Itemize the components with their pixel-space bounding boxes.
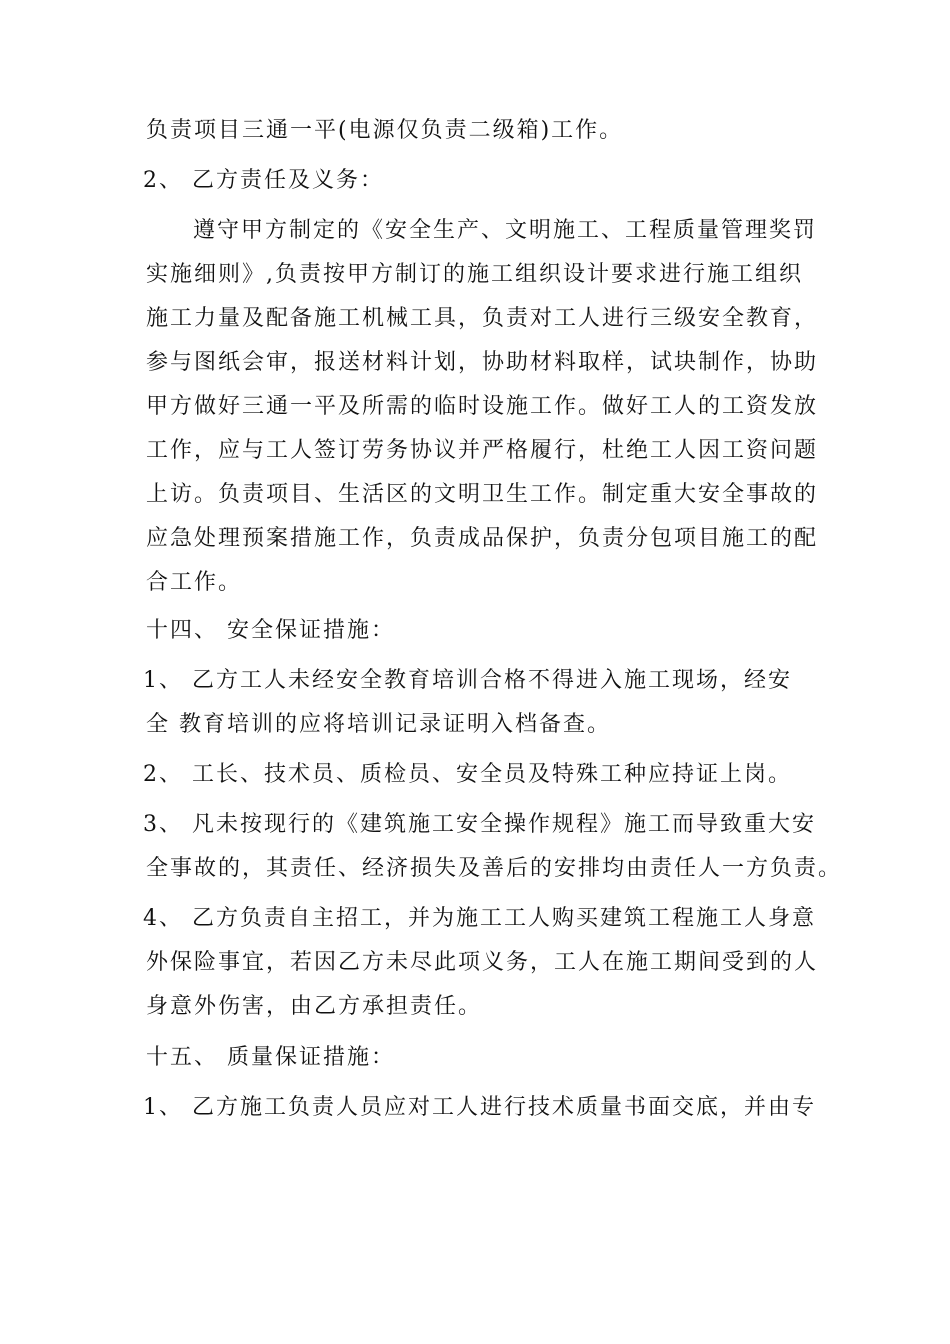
list-item: 4、 乙方负责自主招工，并为施工工人购买建筑工程施工人身意 [143, 906, 816, 931]
text-line: 参与图纸会审，报送材料计划，协助材料取样，试块制作，协助 [146, 350, 819, 375]
text-line: 遵守甲方制定的《安全生产、文明施工、工程质量管理奖罚 [193, 218, 818, 243]
text-line: 上访。负责项目、生活区的文明卫生工作。制定重大安全事故的 [146, 482, 819, 507]
section-heading: 2、 乙方责任及义务： [143, 168, 384, 193]
section-heading: 十五、 质量保证措施： [146, 1045, 395, 1070]
text-line: 合工作。 [146, 570, 243, 595]
text-line: 应急处理预案措施工作，负责成品保护，负责分包项目施工的配 [146, 526, 819, 551]
text-line: 工作，应与工人签订劳务协议并严格履行，杜绝工人因工资问题 [146, 438, 819, 463]
list-item: 1、 乙方施工负责人员应对工人进行技术质量书面交底，并由专 [143, 1095, 816, 1120]
list-item: 3、 凡未按现行的《建筑施工安全操作规程》施工而导致重大安 [143, 812, 816, 837]
list-item-continuation: 全 教育培训的应将培训记录证明入档备查。 [146, 712, 611, 737]
text-line: 负责项目三通一平(电源仅负责二级箱)工作。 [146, 118, 624, 143]
list-item: 1、 乙方工人未经安全教育培训合格不得进入施工现场，经安 [143, 668, 792, 693]
list-item-continuation: 外保险事宜，若因乙方未尽此项义务，工人在施工期间受到的人 [146, 950, 819, 975]
text-line: 实施细则》,负责按甲方制订的施工组织设计要求进行施工组织 [146, 262, 803, 287]
list-item: 2、 工长、技术员、质检员、安全员及特殊工种应持证上岗。 [143, 762, 792, 787]
list-item-continuation: 全事故的，其责任、经济损失及善后的安排均由责任人一方负责。 [146, 856, 843, 881]
section-heading: 十四、 安全保证措施： [146, 618, 395, 643]
text-line: 甲方做好三通一平及所需的临时设施工作。做好工人的工资发放 [146, 394, 819, 419]
list-item-continuation: 身意外伤害，由乙方承担责任。 [146, 994, 483, 1019]
text-line: 施工力量及配备施工机械工具，负责对工人进行三级安全教育， [146, 306, 819, 331]
